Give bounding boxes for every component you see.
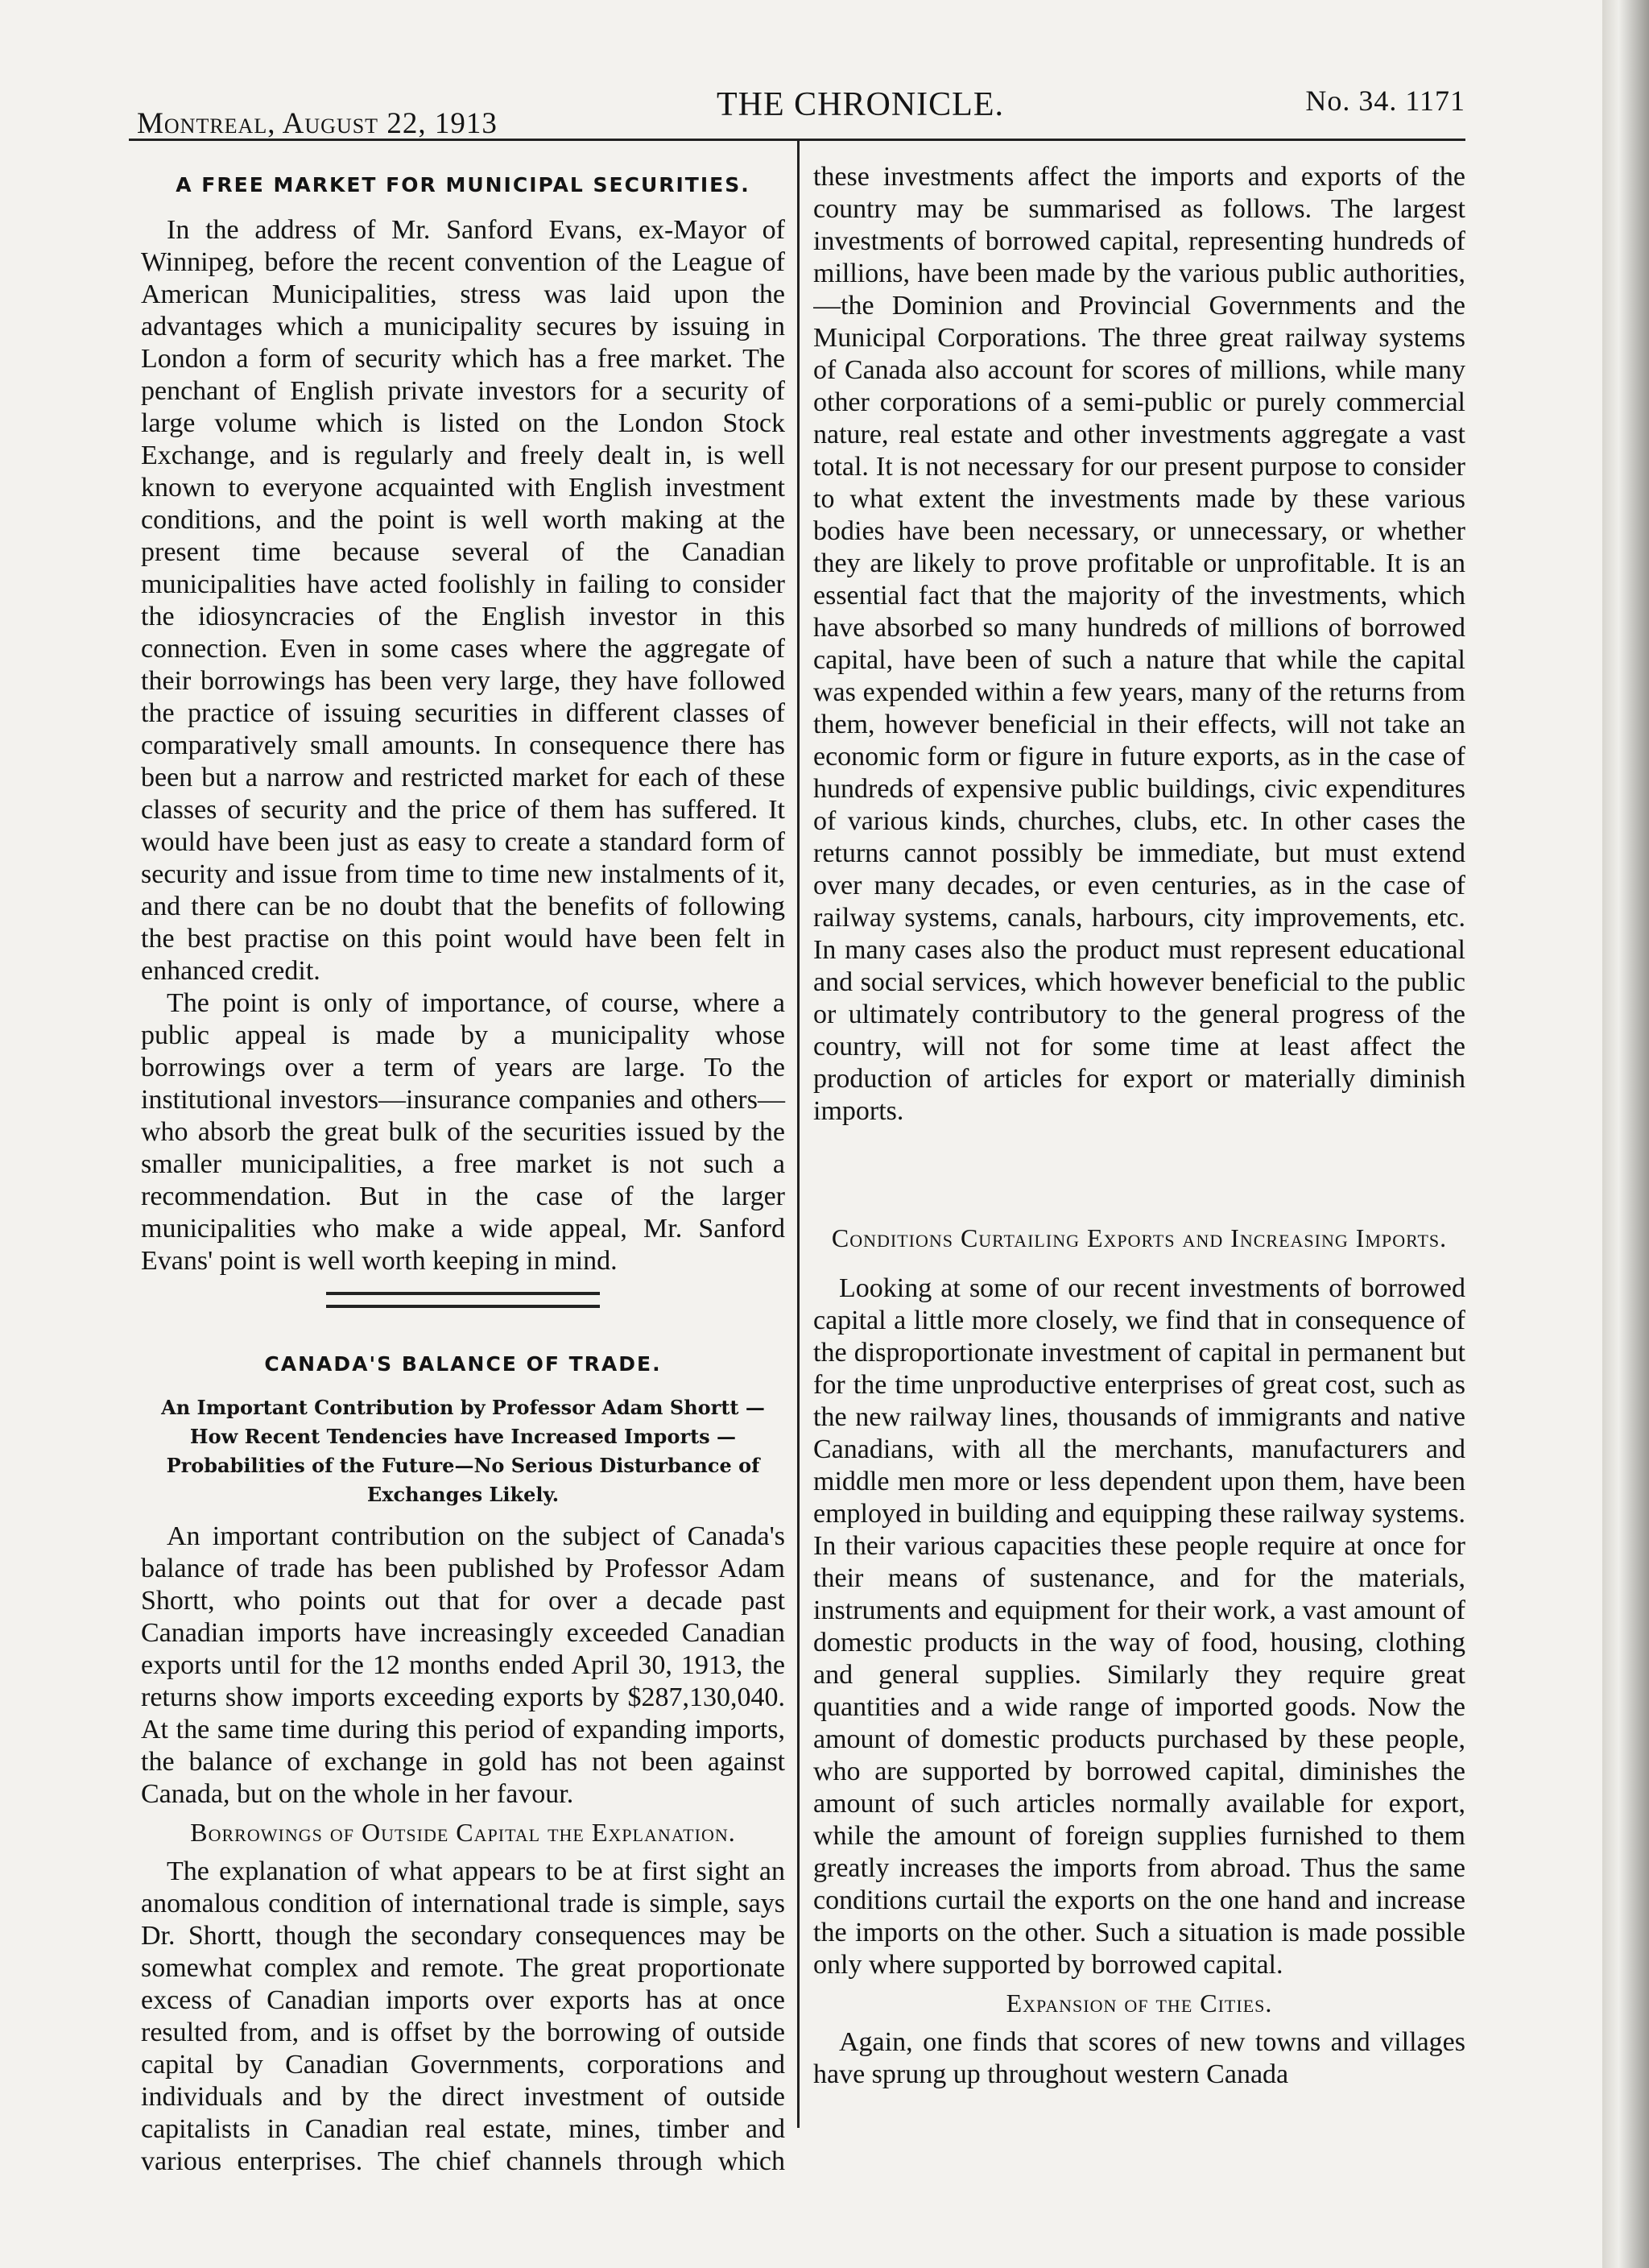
continued-text: these investments affect the imports and exports of the country may be summarised as follows. The largest investments of borrowed capital, representing hundreds of millions, have been made by the various public authorities,—the Dominion and Provincial Governments and the Municipal Corporations. The three great railway systems of Canada also account for scores of millions, while many other corporations of a semi-public or purely commercial nature, real estate and other investments aggregate a vast total. It is not necessary for our present purpose to consider to what extent the investments made by these various bodies have been necessary, or unnecessary, or whether they are likely to prove profitable or unprofitable. It is an essential fact that the majority of the investments, which have absorbed so many hundreds of millions of borrowed capital, have been of such a nature that while the capital was expended within a few years, many of the returns from them, however beneficial in their effects, will not take an economic form or figure in future exports, as in the case of hundreds of expensive public buildings, civic expenditures of various kinds, churches, clubs, etc. In other cases the returns cannot possibly be immediate, but must extend over many decades, or even centuries, as in the case of railway systems, canals, harbours, city improvements, etc. In many cases also the product must represent educational and social services, which however beneficial to the public or ultimately contributory to the general progress of the country, will not for some time at least affect the production of articles for export or materially diminish imports.	[813, 162, 1465, 1126]
issue-page-number: No. 34. 1171	[1305, 85, 1465, 117]
article2-paragraph: An important contribution on the subject of Canada's balance of trade has been published by Professor Adam Shortt, who points out that for over a decade past Canadian imports have increasingly exceeded Canadian exports until for the 12 months ended April 30, 1913, the returns show imports exceeding exports by $287,130,040. At the same time during this period of expanding imports, the balance of exchange in gold has not been against Canada, but on the whole in her favour.	[141, 1521, 785, 1809]
place-date: Montreal, August 22, 1913	[137, 107, 498, 140]
article1-heading: A FREE MARKET FOR MUNICIPAL SECURITIES.	[176, 173, 750, 197]
article2-subheading: Borrowings of Outside Capital the Explanation.	[190, 1818, 736, 1847]
article2-paragraph: Looking at some of our recent investments of borrowed capital a little more closely, we find that in consequence of the disproportionate investment of capital in permanent but for the time unproductive enterprises of great cost, such as the new railway lines, thousands of immigrants and native Canadians, with all the merchants, manufacturers and middle men more or less dependent upon them, have been employed in building and equipping these railway systems. In their various capacities these people require at once for their means of sustenance, and for the materials, instruments and equipment for their work, a vast amount of domestic products in the way of food, housing, clothing and general supplies. Similarly they require great quantities and a wide range of imported goods. Now the amount of domestic products purchased by these people, who are supported by borrowed capital, diminishes the amount of such articles normally available for export, while the amount of foreign supplies furnished to them greatly increases the imports from abroad. Thus the same conditions curtail the exports on the one hand and increase the imports on the other. Such a situation is made possible only where supported by borrowed capital.	[813, 1273, 1465, 1980]
running-head	[129, 81, 1465, 145]
left-column	[141, 161, 785, 2178]
article2-paragraph-continued	[813, 161, 1465, 1216]
right-column	[813, 161, 1465, 2091]
article2-paragraph: Again, one finds that scores of new towns and villages have sprung up throughout western Canada	[813, 2027, 1465, 2089]
article1-paragraph: The point is only of importance, of course, where a public appeal is made by a municipality whose borrowings over a term of years are large. To the institutional investors—insurance companies and others—who absorb the great bulk of the securities issued by the smaller municipalities, a free market is not such a recommendation. But in the case of the larger municipalities who make a wide appeal, Mr. Sanford Evans' point is well worth keeping in mind.	[141, 988, 785, 1276]
article2-deck: An Important Contribution by Professor Adam Shortt —How Recent Tendencies have Increased Imports —Probabilities of the Future—No Serious Disturbance of Exchanges Likely.	[161, 1396, 765, 1506]
page-edge	[1602, 0, 1649, 2268]
article2-subheading: Conditions Curtailing Exports and Increasing Imports.	[831, 1223, 1448, 1252]
article1-paragraph: In the address of Mr. Sanford Evans, ex-Mayor of Winnipeg, before the recent convention of the League of American Municipalities, stress was laid upon the advantages which a municipality secures by issuing in London a form of security which has a free market. The penchant of English private investors for a security of large volume which is listed on the London Stock Exchange, and is regularly and freely dealt in, is well known to everyone acquainted with English investment conditions, and the point is well worth making at the present time because several of the Canadian municipalities have acted foolishly in failing to consider the idiosyncracies of the English investor in this connection. Even in some cases where the aggregate of their borrowings has been very large, they have followed the practice of issuing securities in different classes of comparatively small amounts. In consequence there has been but a narrow and restricted market for each of these classes of security and the price of them has suffered. It would have been just as easy to create a standard form of security and issue from time to time new instalments of it, and there can be no doubt that the benefits of following the best practise on this point would have been felt in enhanced credit.	[141, 215, 785, 986]
column-divider	[797, 139, 800, 2128]
spacer	[813, 1261, 1465, 1273]
publication-title: THE CHRONICLE.	[717, 86, 1004, 123]
article2-heading: CANADA'S BALANCE OF TRADE.	[264, 1352, 662, 1376]
section-divider	[326, 1292, 600, 1308]
article2-subheading: Expansion of the Cities.	[1006, 1989, 1273, 2018]
article2-paragraph: The explanation of what appears to be at first sight an anomalous condition of international trade is simple, says Dr. Shortt, though the secondary consequences may be somewhat complex and remote. The great proportionate excess of Canadian imports over exports has at once resulted from, and is offset by the borrowing of outside capital by Canadian Governments, corporations and individuals and by the direct investment of outside capitalists in Canadian real estate, mines, timber and various enterprises. The chief channels through which	[141, 1856, 785, 2176]
